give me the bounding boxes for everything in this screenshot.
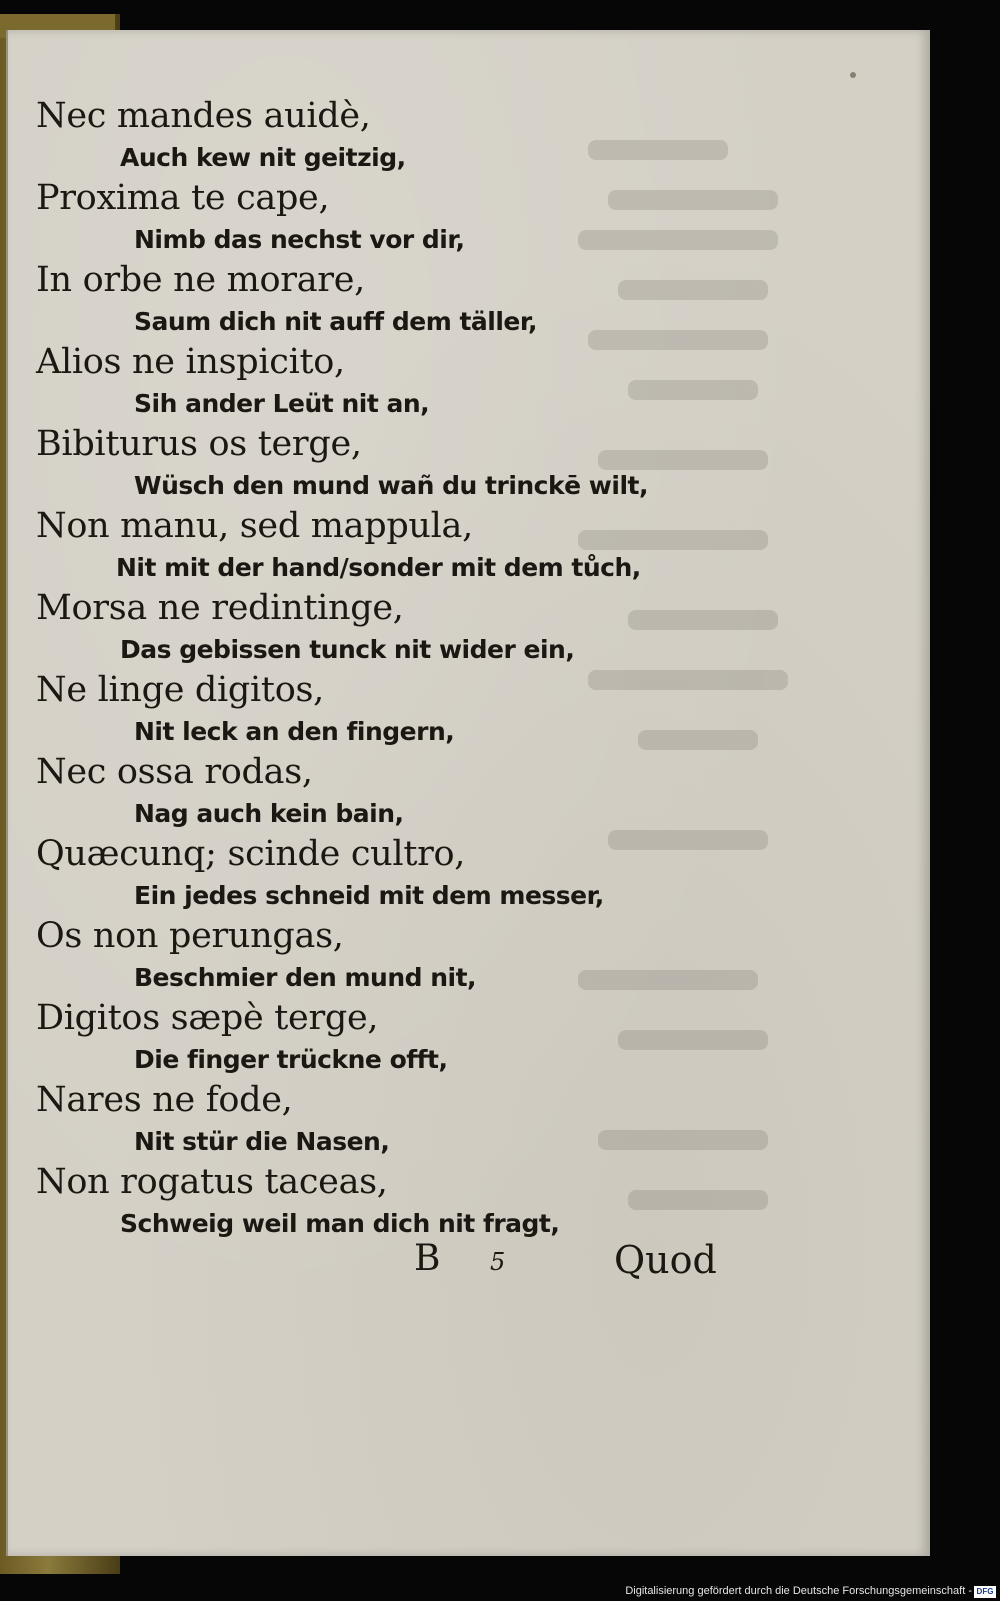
latin-line: Alios ne inspicito, xyxy=(36,342,345,382)
latin-line: Proxima te cape, xyxy=(36,178,330,218)
latin-line: Morsa ne redintinge, xyxy=(36,588,404,628)
signature-number: 5 xyxy=(490,1248,506,1276)
german-line: Nit stür die Nasen, xyxy=(134,1127,390,1156)
german-line: Saum dich nit auff dem täller, xyxy=(134,307,538,336)
dfg-logo: DFG xyxy=(974,1586,996,1598)
latin-line: Digitos sæpè terge, xyxy=(36,998,379,1038)
signature-mark: B xyxy=(414,1238,441,1279)
latin-line: Os non perungas, xyxy=(36,916,344,956)
latin-line: Nares ne fode, xyxy=(36,1080,293,1120)
german-line: Nit mit der hand/sonder mit dem tůch, xyxy=(116,553,641,582)
latin-line: In orbe ne morare, xyxy=(36,260,365,300)
german-line: Auch kew nit geitzig, xyxy=(120,143,406,172)
german-line: Ein jedes schneid mit dem messer, xyxy=(134,881,604,910)
latin-line: Nec mandes auidè, xyxy=(36,96,371,136)
german-line: Nimb das nechst vor dir, xyxy=(134,225,465,254)
latin-line: Nec ossa rodas, xyxy=(36,752,313,792)
german-line: Beschmier den mund nit, xyxy=(134,963,477,992)
latin-line: Ne linge digitos, xyxy=(36,670,324,710)
latin-line: Quæcunq; scinde cultro, xyxy=(36,834,466,874)
german-line: Nit leck an den fingern, xyxy=(134,717,455,746)
funding-credit: Digitalisierung gefördert durch die Deutsche Forschungsgemeinschaft - xyxy=(625,1585,972,1597)
german-line: Nag auch kein bain, xyxy=(134,799,404,828)
german-line: Die finger trückne offt, xyxy=(134,1045,448,1074)
page-corner-mark xyxy=(850,72,856,78)
catchword: Quod xyxy=(614,1238,717,1282)
latin-line: Bibiturus os terge, xyxy=(36,424,362,464)
text-block xyxy=(36,96,756,1244)
german-line: Wüsch den mund wañ du trinckē wilt, xyxy=(134,471,648,500)
german-line: Schweig weil man dich nit fragt, xyxy=(120,1209,560,1238)
latin-line: Non rogatus taceas, xyxy=(36,1162,388,1202)
latin-line: Non manu, sed mappula, xyxy=(36,506,473,546)
german-line: Sih ander Leüt nit an, xyxy=(134,389,430,418)
german-line: Das gebissen tunck nit wider ein, xyxy=(120,635,575,664)
